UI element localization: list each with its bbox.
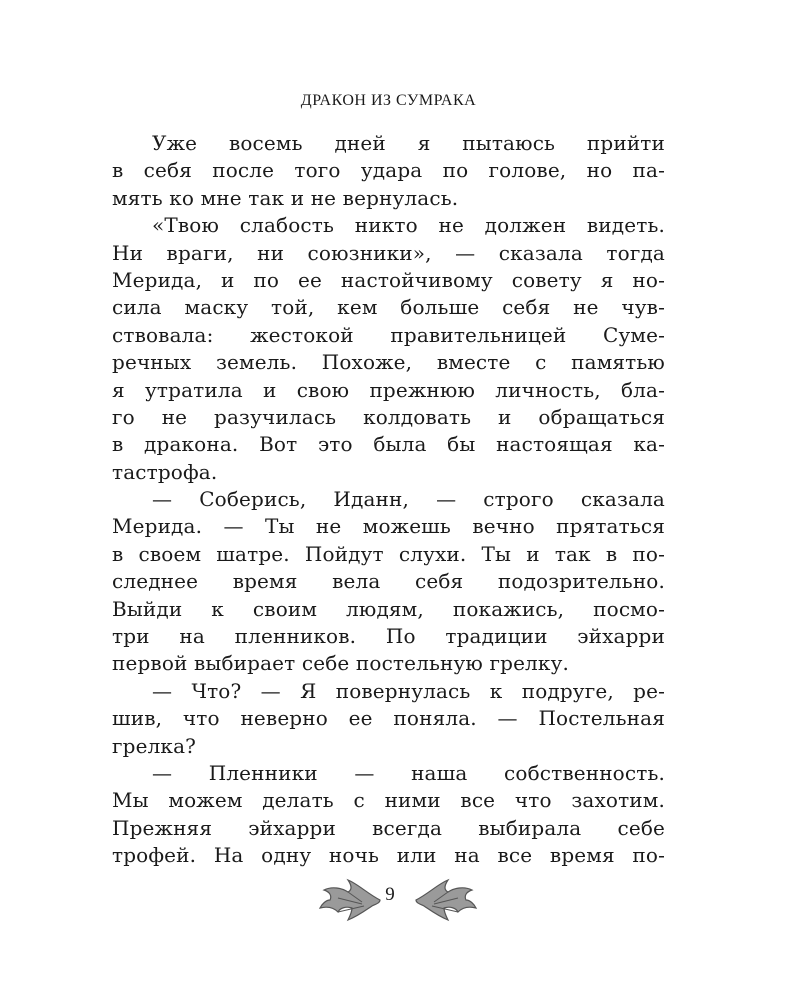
text-line: го не разучилась колдовать и обращаться [112, 404, 665, 429]
running-head: ДРАКОН ИЗ СУМРАКА [300, 92, 477, 109]
text-line: следнее время вела себя подозрительно. [112, 569, 665, 594]
text-line: Выйди к своим людям, покажись, посмо- [112, 596, 665, 621]
text-line: Ни враги, ни союзники», — сказала тогда [112, 240, 665, 265]
text-line: Прежняя эйхарри всегда выбирала себе [112, 815, 665, 840]
page-number: 9 [385, 884, 395, 905]
text-line: сила маску той, кем больше себя не чув- [112, 295, 665, 320]
text-line: Мы можем делать с ними все что захотим. [112, 788, 665, 813]
text-line: грелка? [112, 733, 197, 758]
text-line: в дракона. Вот это была бы настоящая ка- [112, 432, 665, 457]
text-line: речных земель. Похоже, вместе с памятью [112, 350, 665, 375]
text-line: мять ко мне так и не вернулась. [112, 185, 459, 210]
text-line: Мерида. — Ты не можешь вечно прятаться [112, 514, 665, 539]
text-line: тастрофа. [112, 459, 218, 484]
text-line: в своем шатре. Пойдут слухи. Ты и так в по- [112, 541, 665, 566]
text-line: три на пленников. По традиции эйхарри [112, 624, 665, 649]
text-line: Уже восемь дней я пытаюсь прийти [152, 131, 665, 155]
body-text [112, 130, 665, 870]
text-line: — Соберись, Иданн, — строго сказала [152, 487, 665, 512]
text-line: ствовала: жестокой правительницей Суме- [112, 322, 665, 347]
text-line: шив, что неверно ее поняла. — Постельная [112, 706, 665, 731]
page-footer [0, 876, 800, 926]
text-line: — Пленники — наша собственность. [152, 760, 665, 785]
text-line: первой выбирает себе постельную грелку. [112, 651, 569, 676]
text-line: — Что? — Я повернулась к подруге, ре- [152, 678, 665, 703]
text-line: в себя после того удара по голове, но па- [112, 158, 665, 183]
text-line: трофей. На одну ночь или на все время по- [112, 843, 665, 868]
dragon-wing-ornament-right-icon [412, 876, 478, 922]
text-line: я утратила и свою прежнюю личность, бла- [112, 377, 665, 402]
text-line: Мерида, и по ее настойчивому совету я но- [112, 267, 665, 292]
text-line: «Твою слабость никто не должен видеть. [152, 213, 665, 238]
